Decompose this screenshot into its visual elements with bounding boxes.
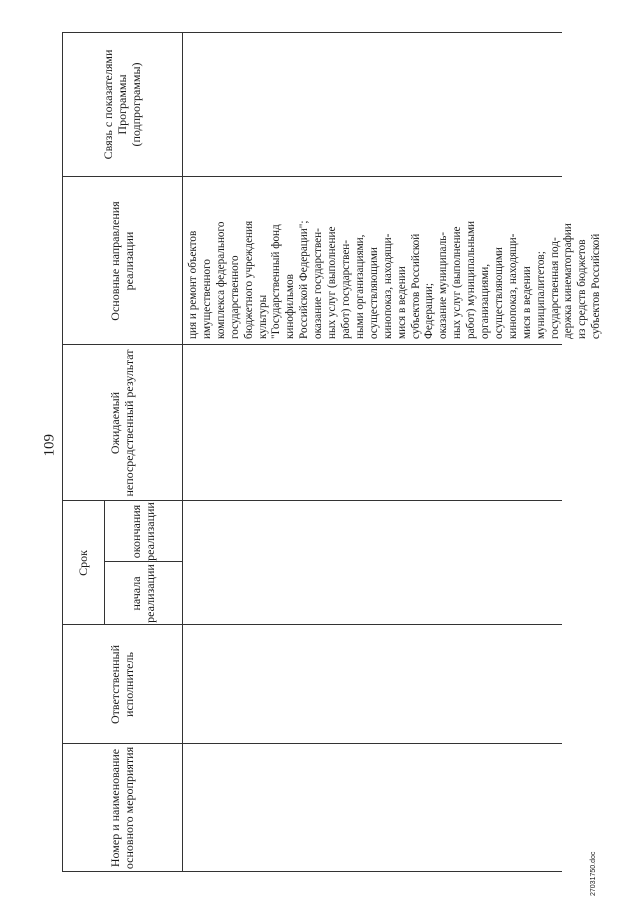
directions-line: культуры — [256, 294, 269, 339]
directions-line: муниципалитетов; — [534, 251, 547, 339]
header-term-start: начала реализации — [129, 564, 157, 623]
header-directions: Основные направления реализации — [108, 201, 136, 321]
directions-line: осуществляющими — [492, 247, 505, 339]
directions-line: ными организациями, — [353, 234, 366, 339]
directions-line: комплекса федерального — [214, 221, 227, 339]
directions-line: бюджетного учреждения — [242, 220, 255, 339]
directions-line: субъектов Российской — [409, 233, 422, 339]
directions-line: "Государственный фонд — [270, 224, 283, 339]
header-term: Срок — [76, 550, 90, 576]
directions-line: из средств бюджетов — [576, 239, 589, 339]
directions-line: субъектов Российской — [590, 233, 603, 339]
directions-line: работ) муниципальными — [465, 220, 478, 339]
header-executor: Ответственный исполнитель — [108, 644, 136, 725]
directions-line: держка кинематографии — [562, 223, 575, 339]
header-indicators: Связь с показателями Программы (подпрограммы) — [101, 49, 143, 160]
header-term-end: окончания реализации — [129, 502, 157, 561]
directions-line: кинопоказ, находящи- — [381, 233, 394, 339]
directions-line: Российской Федерации"; — [298, 220, 311, 339]
directions-line: государственная под- — [548, 237, 561, 339]
directions-line: ных услуг (выполнение — [326, 226, 339, 339]
directions-line: мися в ведении — [395, 266, 408, 339]
directions-line: оказание муниципаль- — [437, 231, 450, 339]
header-result: Ожидаемый непосредственный результат — [108, 349, 136, 497]
page-number: 109 — [41, 434, 58, 457]
directions-line: осуществляющими — [367, 247, 380, 339]
directions-line: государственного — [228, 255, 241, 339]
header-number-name: Номер и наименование основного мероприятия — [108, 746, 136, 870]
directions-cell — [187, 199, 604, 339]
table-header-bottom — [182, 32, 183, 872]
directions-line: ных услуг (выполнение — [451, 226, 464, 339]
rotated-table — [62, 32, 603, 872]
directions-line: организациями, — [479, 263, 492, 339]
directions-line: кинофильмов — [284, 274, 297, 339]
directions-line: ция и ремонт объектов — [187, 230, 199, 339]
directions-line: оказание государствен- — [312, 228, 325, 339]
directions-line: Федерации; — [423, 283, 436, 339]
directions-line: работ) государствен- — [339, 240, 352, 339]
footer-code: 27031750.doc — [590, 851, 597, 896]
directions-line: кинопоказ, находящи- — [506, 233, 519, 339]
directions-line: имущественного — [200, 258, 213, 339]
directions-line: мися в ведении — [520, 266, 533, 339]
